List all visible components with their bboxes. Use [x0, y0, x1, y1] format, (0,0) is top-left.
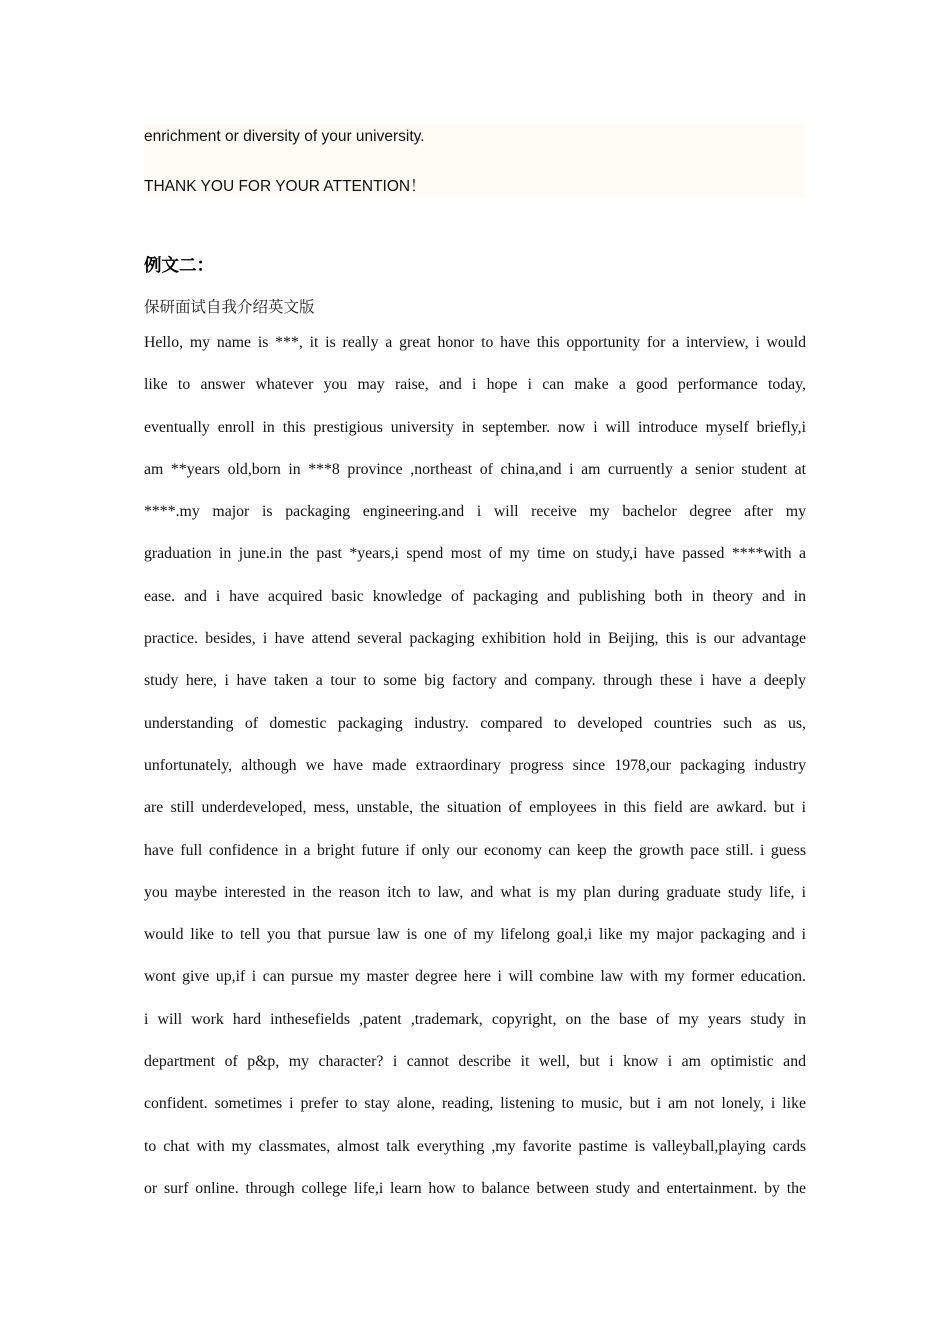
- body-line: like to answer whatever you may raise, and i hope i can make a good performance today,: [144, 376, 806, 394]
- body-line: or surf online. through college life,i learn how to balance between study and entertainment. by the: [144, 1179, 806, 1197]
- example-two-body: [144, 332, 806, 1220]
- body-line: understanding of domestic packaging industry. compared to developed countries such as us,: [144, 714, 806, 732]
- body-line: would like to tell you that pursue law is one of my lifelong goal,i like my major packaging and i: [144, 926, 806, 944]
- closing-thank-you: THANK YOU FOR YOUR ATTENTION！: [144, 178, 426, 195]
- body-line: am **years old,born in ***8 province ,northeast of china,and i am curruently a senior student at: [144, 460, 806, 478]
- body-line: are still underdeveloped, mess, unstable, the situation of employees in this field are awkard. but i: [144, 799, 806, 817]
- body-line: ease. and i have acquired basic knowledge of packaging and publishing both in theory and in: [144, 587, 806, 605]
- body-line: i will work hard inthesefields ,patent ,trademark, copyright, on the base of my years study in: [144, 1010, 806, 1028]
- body-line: Hello, my name is ***, it is really a great honor to have this opportunity for a interview, i would: [144, 334, 806, 351]
- body-line: study here, i have taken a tour to some big factory and company. through these i have a deeply: [144, 672, 806, 690]
- body-line: unfortunately, although we have made extraordinary progress since 1978,our packaging industry: [144, 756, 806, 774]
- body-line: practice. besides, i have attend several packaging exhibition hold in Beijing, this is our advantage: [144, 630, 806, 648]
- body-line: confident. sometimes i prefer to stay alone, reading, listening to music, but i am not lonely, i like: [144, 1095, 806, 1113]
- example-two-heading: 例文二：: [144, 256, 214, 276]
- closing-enrichment-line: enrichment or diversity of your university.: [144, 128, 425, 145]
- body-line: graduation in june.in the past *years,i spend most of my time on study,i have passed ****with a: [144, 545, 806, 563]
- body-line: you maybe interested in the reason itch to law, and what is my plan during graduate study life, i: [144, 883, 806, 901]
- body-line: have full confidence in a bright future if only our economy can keep the growth pace still. i guess: [144, 841, 806, 859]
- example-two-subtitle: 保研面试自我介绍英文版: [144, 298, 315, 316]
- body-line: ****.my major is packaging engineering.and i will receive my bachelor degree after my: [144, 503, 806, 521]
- body-line: department of p&p, my character? i cannot describe it well, but i know i am optimistic and: [144, 1053, 806, 1071]
- body-line: wont give up,if i can pursue my master degree here i will combine law with my former education.: [144, 968, 806, 986]
- body-line: to chat with my classmates, almost talk everything ,my favorite pastime is valleyball,playing cards: [144, 1137, 806, 1155]
- body-line: eventually enroll in this prestigious university in september. now i will introduce myself briefly,i: [144, 418, 806, 436]
